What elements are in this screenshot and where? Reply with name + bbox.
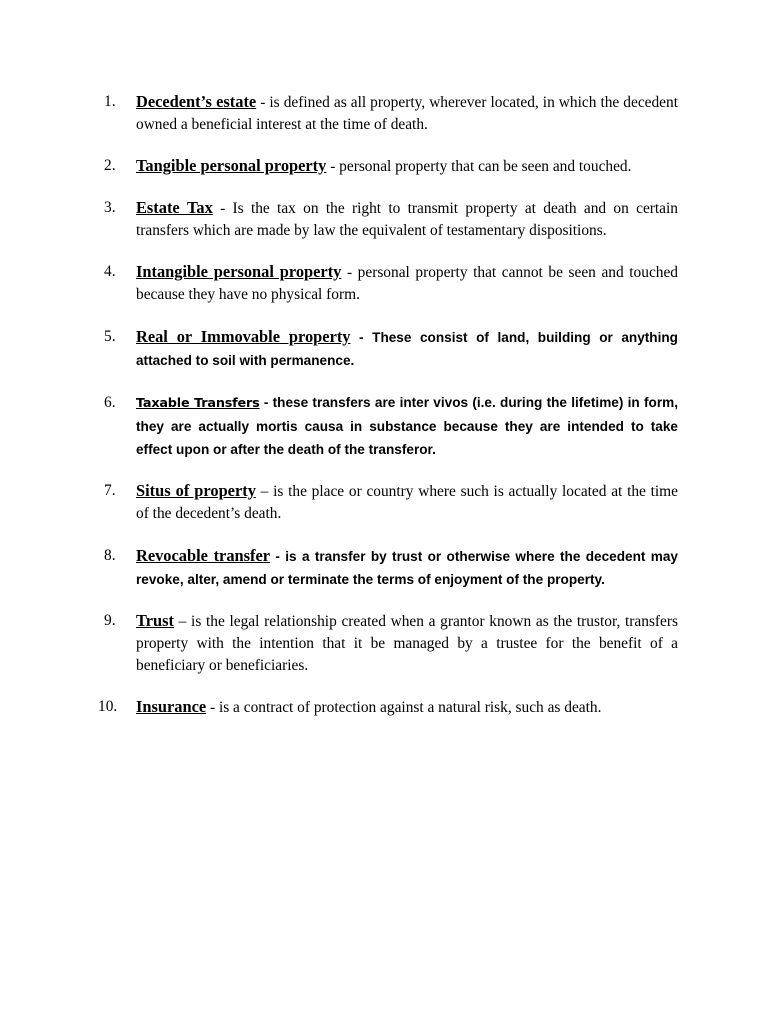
item-number: 1. bbox=[104, 93, 116, 110]
term-heading: Decedent’s estate bbox=[136, 92, 257, 111]
list-item bbox=[104, 261, 678, 306]
term-definition: - personal property that can be seen and touched. bbox=[326, 158, 632, 175]
term-definition: – is the place or country where such is actually located at the time of the decedent’s death. bbox=[136, 483, 678, 522]
definitions-list bbox=[98, 91, 678, 738]
item-number: 6. bbox=[104, 394, 116, 411]
term-heading: Intangible personal property bbox=[136, 262, 342, 281]
list-item bbox=[104, 91, 678, 136]
term-heading: Real or Immovable property bbox=[136, 327, 351, 346]
item-number: 8. bbox=[104, 547, 116, 564]
list-item bbox=[98, 696, 678, 719]
item-number: 2. bbox=[104, 157, 116, 174]
list-item bbox=[104, 197, 678, 242]
list-item bbox=[104, 480, 678, 525]
list-item bbox=[104, 544, 678, 591]
term-heading: Revocable transfer bbox=[136, 546, 271, 565]
term-heading: Taxable Transfers bbox=[136, 396, 260, 411]
term-definition: - is a contract of protection against a natural risk, such as death. bbox=[206, 699, 602, 716]
item-number: 10. bbox=[98, 698, 118, 715]
term-definition: – is the legal relationship created when a grantor known as the trustor, transfers property with the intention that it be managed by a trustee for the benefit of a beneficiary or beneficiaries. bbox=[136, 613, 678, 674]
term-heading: Insurance bbox=[136, 697, 207, 716]
list-item bbox=[104, 155, 678, 178]
term-heading: Estate Tax bbox=[136, 198, 213, 217]
list-item bbox=[104, 391, 678, 461]
term-definition: - these transfers are inter vivos (i.e. during the lifetime) in form, they are actually mortis causa in substance because they are intended to take effect upon or after the death of the transferor. bbox=[136, 395, 678, 457]
item-number: 9. bbox=[104, 612, 116, 629]
term-definition: - personal property that cannot be seen and touched because they have no physical form. bbox=[136, 264, 678, 303]
term-heading: Tangible personal property bbox=[136, 156, 327, 175]
list-item bbox=[104, 610, 678, 677]
item-number: 4. bbox=[104, 263, 116, 280]
term-heading: Situs of property bbox=[136, 481, 256, 500]
list-item bbox=[104, 325, 678, 372]
term-definition: - is a transfer by trust or otherwise where the decedent may revoke, alter, amend or terminate the terms of enjoyment of the property. bbox=[136, 549, 678, 587]
item-number: 7. bbox=[104, 482, 116, 499]
term-definition: - is defined as all property, wherever located, in which the decedent owned a beneficial interest at the time of death. bbox=[136, 94, 678, 133]
term-definition: - These consist of land, building or anything attached to soil with permanence. bbox=[136, 330, 678, 368]
item-number: 5. bbox=[104, 328, 116, 345]
term-heading: Trust bbox=[136, 611, 174, 630]
term-definition: - Is the tax on the right to transmit property at death and on certain transfers which are made by law the equivalent of testamentary dispositions. bbox=[136, 200, 678, 239]
item-number: 3. bbox=[104, 199, 116, 216]
